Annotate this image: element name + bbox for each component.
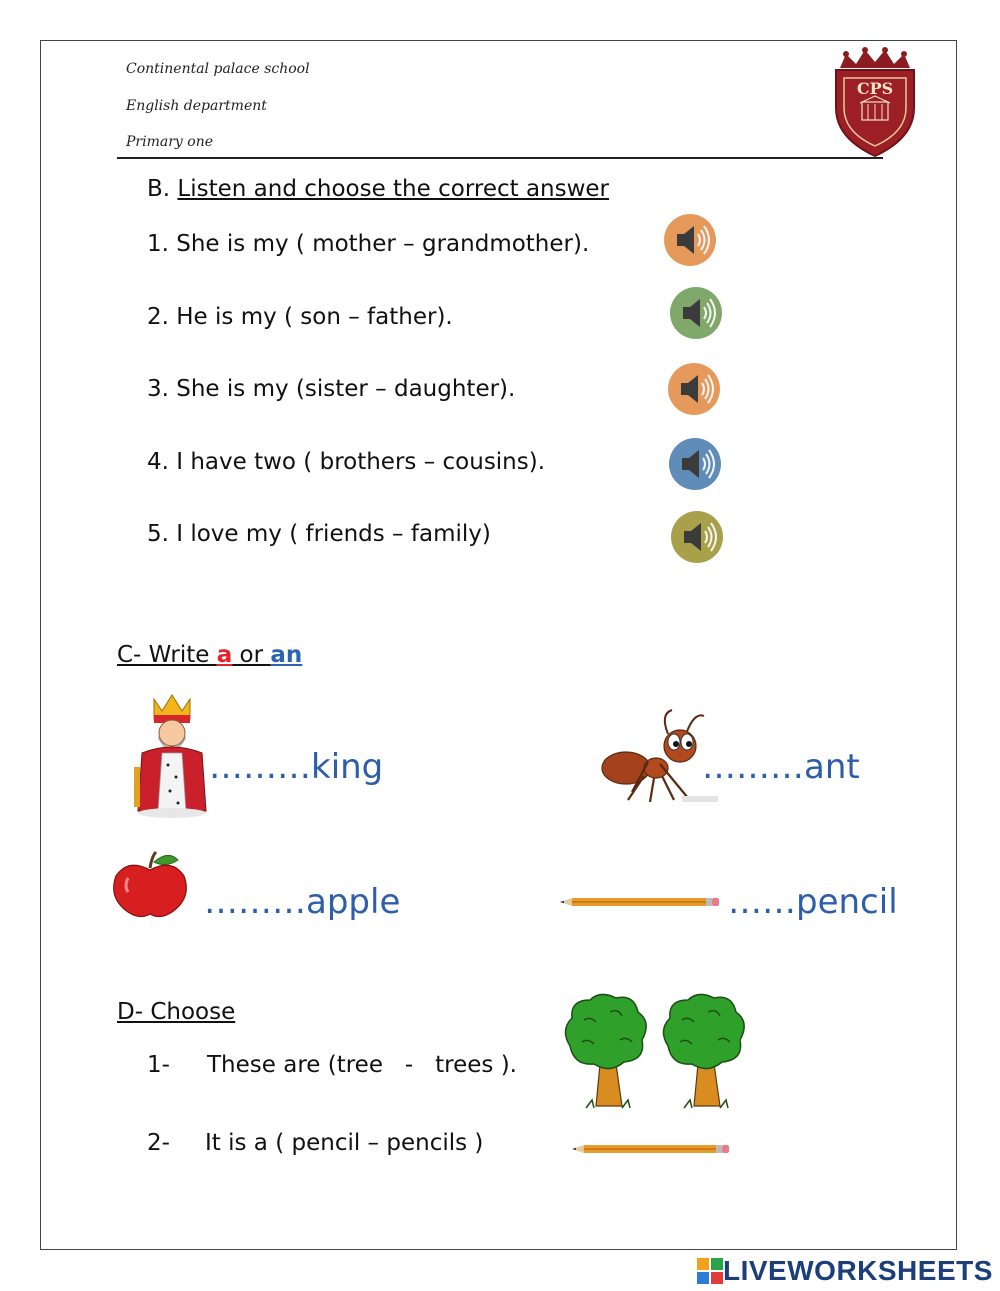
liveworksheets-logo [697, 1256, 993, 1286]
question-b5: 5. I love my ( friends – family) [147, 521, 491, 547]
section-c-or: or [232, 642, 271, 668]
speaker-icon[interactable] [668, 437, 722, 491]
liveworksheets-brand: LIVEWORKSHEETS [723, 1255, 993, 1286]
section-b-prefix: B. [147, 176, 171, 202]
section-c-heading [117, 642, 302, 668]
department-name: English department [126, 98, 267, 114]
question-b4: 4. I have two ( brothers – cousins). [147, 449, 546, 475]
section-b-title: Listen and choose the correct answer [177, 176, 610, 202]
speaker-icon[interactable] [669, 286, 723, 340]
word-ant[interactable]: ………ant [702, 747, 860, 787]
article-a: a [216, 642, 233, 668]
section-b-heading [147, 176, 609, 202]
section-c-prefix: C- Write [117, 642, 217, 668]
question-b1: 1. She is my ( mother – grandmother). [147, 231, 590, 257]
section-d-title: D- Choose [117, 999, 236, 1025]
question-b2: 2. He is my ( son – father). [147, 304, 453, 330]
speaker-icon[interactable] [667, 362, 721, 416]
question-d2: It is a ( pencil – pencils ) [205, 1130, 484, 1156]
grade-level: Primary one [126, 134, 213, 150]
article-an: an [270, 642, 303, 668]
word-king[interactable]: ………king [209, 747, 384, 787]
apple-picture [110, 850, 190, 920]
header-divider [117, 157, 883, 159]
speaker-icon[interactable] [670, 510, 724, 564]
question-d2-number: 2- [147, 1130, 170, 1156]
pencil-picture [572, 1140, 730, 1152]
logo-text: CPS [856, 79, 894, 98]
pencil-picture [560, 893, 720, 905]
question-d1-number: 1- [147, 1052, 170, 1078]
speaker-icon[interactable] [663, 213, 717, 267]
liveworksheets-icon [697, 1258, 723, 1284]
word-apple[interactable]: ………apple [204, 882, 401, 922]
question-b3: 3. She is my (sister – daughter). [147, 376, 516, 402]
question-d1: These are (tree - trees ). [207, 1052, 517, 1078]
king-picture [132, 693, 212, 819]
school-crest-logo [832, 46, 918, 158]
word-pencil[interactable]: ……pencil [728, 882, 898, 922]
trees-picture [560, 990, 750, 1114]
school-name: Continental palace school [126, 61, 310, 77]
